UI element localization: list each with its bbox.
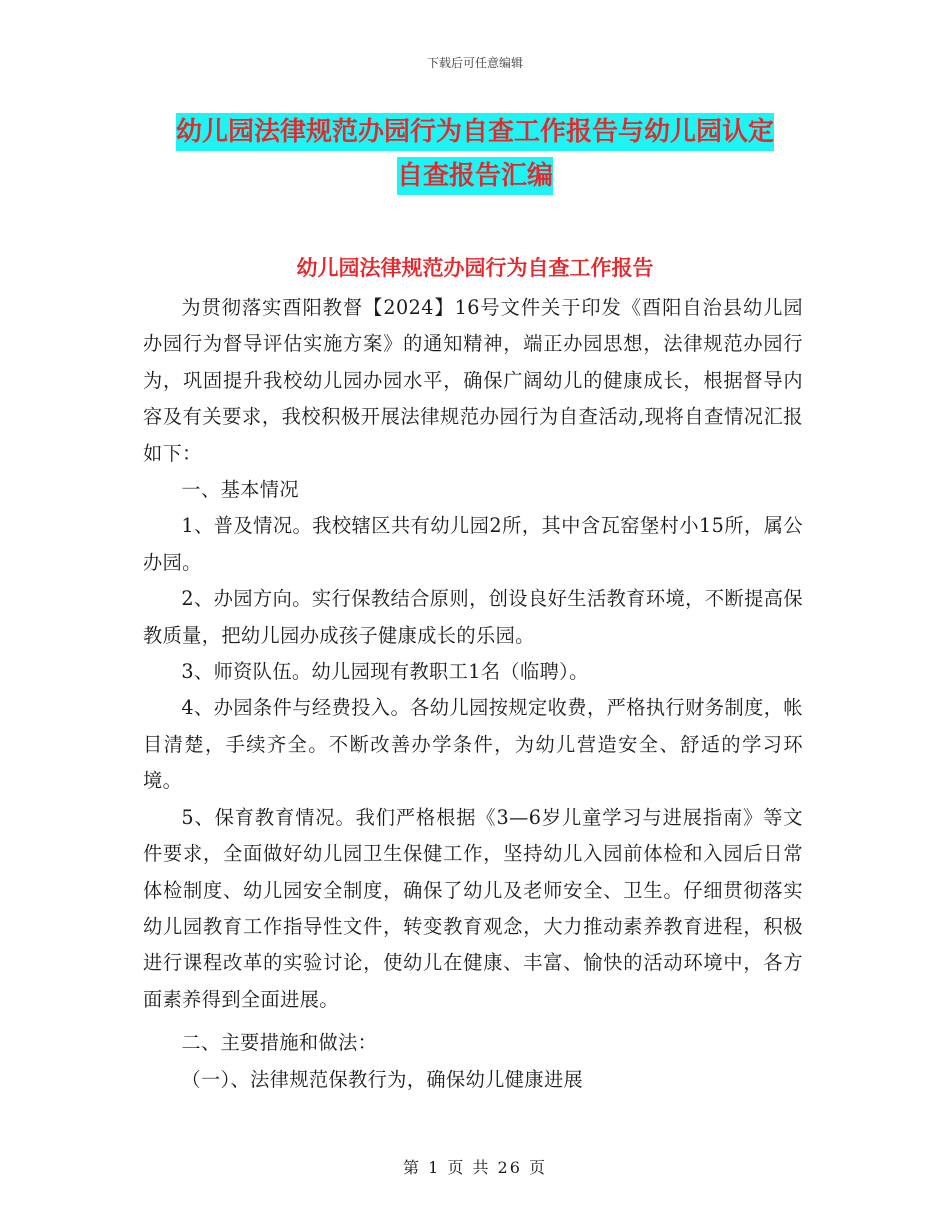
- paragraph-item-2: 2、办园方向。实行保教结合原则，创设良好生活教育环境，不断提高保教质量，把幼儿园办成孩子健康成长的乐园。: [143, 587, 803, 647]
- paragraph-item-3: 3、师资队伍。幼儿园现有教职工1名（临聘）。: [181, 660, 589, 684]
- title-line-2-text: 自查报告汇编: [397, 157, 553, 195]
- document-title-line-1: [140, 111, 810, 148]
- header-note: 下载后可任意编辑: [426, 56, 523, 70]
- paragraph-intro: 为贯彻落实酉阳教督【2024】16号文件关于印发《酉阳自治县幼儿园办园行为督导评估实施方案》的通知精神，端正办园思想，法律规范办园行为，巩固提升我校幼儿园办园水平，确保广阔幼儿的健康成长，根据督导内容及有关要求，我校积极开展法律规范办园行为自查活动,现将自查情况汇报如下：: [143, 296, 803, 465]
- heading-subsection-1: （一）、法律规范保教行为，确保幼儿健康进展: [181, 1067, 584, 1091]
- section-title: 幼儿园法律规范办园行为自查工作报告: [296, 256, 654, 280]
- heading-main-measures: 二、主要措施和做法：: [181, 1031, 378, 1055]
- heading-basic-situation: 一、基本情况: [181, 478, 299, 502]
- page-footer: 第 1 页 共 26 页: [403, 1158, 547, 1177]
- paragraph-item-5: 5、保育教育情况。我们严格根据《3—6岁儿童学习与进展指南》等文件要求，全面做好幼儿园卫生保健工作，坚持幼儿入园前体检和入园后日常体检制度、幼儿园安全制度，确保了幼儿及老师安全、卫生。仔细贯彻落实幼儿园教育工作指导性文件，转变教育观念，大力推动素养教育进程，积极进行课程改革的实验讨论，使幼儿在健康、丰富、愉快的活动环境中，各方面素养得到全面进展。: [143, 805, 803, 1011]
- paragraph-item-4: 4、办园条件与经费投入。各幼儿园按规定收费，严格执行财务制度，帐目清楚，手续齐全。不断改善办学条件，为幼儿营造安全、舒适的学习环境。: [143, 696, 803, 793]
- paragraph-item-1: 1、普及情况。我校辖区共有幼儿园2所，其中含瓦窑堡村小15所，属公办园。: [143, 514, 803, 574]
- document-body: [143, 290, 803, 1098]
- title-line-1-text: 幼儿园法律规范办园行为自查工作报告与幼儿园认定: [176, 113, 774, 151]
- document-title-line-2: [140, 155, 810, 192]
